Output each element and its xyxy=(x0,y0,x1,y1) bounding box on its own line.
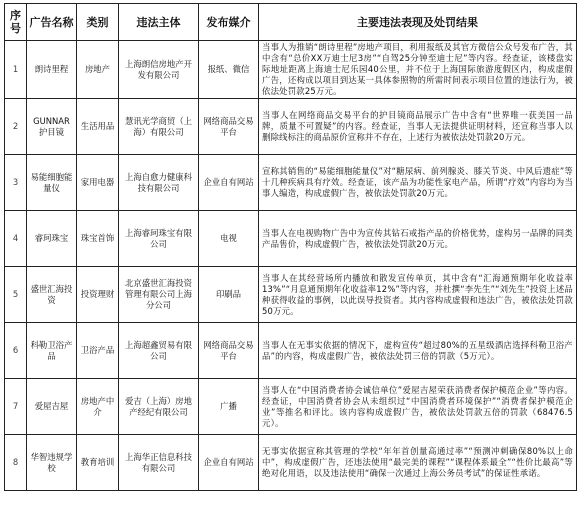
table-header-row xyxy=(5,4,577,41)
header-ad-name: 广告名称 xyxy=(27,4,77,41)
header-no: 序号 xyxy=(5,4,27,41)
ad-name: GUNNAR护目镜 xyxy=(27,99,77,155)
category: 家用电器 xyxy=(77,155,119,211)
row-number: 5 xyxy=(5,267,27,323)
violating-subject: 爱吉（上海）房地产经纪有限公司 xyxy=(119,379,199,435)
media: 企业自有网站 xyxy=(199,155,259,211)
violation-detail: 宣称其销售的“易能细胞能量仪”对“糖尿病、前列腺炎、膝关节炎、中风后遗症”等十几种疾病具有疗效。经查证，该产品为功能性家电产品，所谓“疗效”内容均为当事人编造，构成虚假广告，被依法处罚款20万元。 xyxy=(259,155,577,211)
ad-name: 睿珂珠宝 xyxy=(27,211,77,267)
row-number: 2 xyxy=(5,99,27,155)
category: 投资理财 xyxy=(77,267,119,323)
violation-detail: 当事人在“中国消费者协会诚信单位”爱屋吉屋荣获消费者保护模范企业”等内容。经查证，中国消费者协会从未组织过“中国消费者环境保护”“消费者保护模范企业”等推名和评比。该内容构成虚假广告，被依法处罚款五倍的罚款（68476.5元）。 xyxy=(259,379,577,435)
ad-name: 易能细胞能量仪 xyxy=(27,155,77,211)
row-number: 8 xyxy=(5,435,27,491)
violation-detail: 无事实依据宣称其管理的学校“年年首创量高通过率”“预测冲刺确保80%以上命中”，构成虚假广告，还违法使用“最完美的课程”“课程体系最全”“性价比最高”等绝对化用语，以及违法使用“确保一次通过上海公务员考试”的保证性承诺。 xyxy=(259,435,577,491)
media: 网络商品交易平台 xyxy=(199,99,259,155)
media: 网络商品交易平台 xyxy=(199,323,259,379)
row-number: 3 xyxy=(5,155,27,211)
violation-detail: 当事人为推销“朗诗里程”房地产项目，利用报纸及其官方微信公众号发布广告，其中含有“总价XX万迪士尼3房”“自驾25分钟至迪士尼”等内容。经查证，该楼盘实际地址距离上海迪士尼乐园40公里，并不位于上海国际旅游度假区内，构成虚假广告，还构成以项目到达某一具体参照物的所需时间表示项目位置的违法行为，被依法处罚款25万元。 xyxy=(259,41,577,99)
violation-table xyxy=(4,3,577,491)
violating-subject: 上海睿珂珠宝有限公司 xyxy=(119,211,199,267)
table-row xyxy=(5,379,577,435)
table-row xyxy=(5,323,577,379)
table-row xyxy=(5,99,577,155)
ad-name: 朗诗里程 xyxy=(27,41,77,99)
header-subject: 违法主体 xyxy=(119,4,199,41)
category: 卫浴产品 xyxy=(77,323,119,379)
violation-detail: 当事人在无事实依据的情况下，虚构宣传“超过80%的五星级酒店选择科勒卫浴产品”的内容，构成虚假广告，被依法处罚三倍的罚款（5万元）。 xyxy=(259,323,577,379)
media: 企业自有网站 xyxy=(199,435,259,491)
ad-name: 盛世汇海投资 xyxy=(27,267,77,323)
row-number: 6 xyxy=(5,323,27,379)
media: 电视 xyxy=(199,211,259,267)
header-category: 类别 xyxy=(77,4,119,41)
violating-subject: 上海自愈力健康科技有限公司 xyxy=(119,155,199,211)
table-row xyxy=(5,155,577,211)
violating-subject: 上海华正信息科技有限公司 xyxy=(119,435,199,491)
media: 广播 xyxy=(199,379,259,435)
table-row xyxy=(5,435,577,491)
category: 珠宝首饰 xyxy=(77,211,119,267)
row-number: 1 xyxy=(5,41,27,99)
ad-name: 华智违规学校 xyxy=(27,435,77,491)
violating-subject: 上海朗信房地产开发有限公司 xyxy=(119,41,199,99)
violation-detail: 当事人在其经营场所内播放和散发宣传单页，其中含有“汇海通预期年化收益率13%”“月息通预期年化收益率12%”等内容，并杜撰“李先生”“刘先生”投资上述品种获得收益的事例，以此误导投资者。其内容构成虚假和违法广告，被依法处罚款50万元。 xyxy=(259,267,577,323)
table-row xyxy=(5,211,577,267)
violating-subject: 北京盛世汇海投资管理有限公司上海分公司 xyxy=(119,267,199,323)
media: 报纸、微信 xyxy=(199,41,259,99)
category: 生活用品 xyxy=(77,99,119,155)
category: 房地产 xyxy=(77,41,119,99)
row-number: 7 xyxy=(5,379,27,435)
header-media: 发布媒介 xyxy=(199,4,259,41)
ad-name: 爱屋吉屋 xyxy=(27,379,77,435)
category: 教育培训 xyxy=(77,435,119,491)
media: 印刷品 xyxy=(199,267,259,323)
ad-name: 科勒卫浴产品 xyxy=(27,323,77,379)
violation-detail: 当事人在网络商品交易平台的护目镜商品展示广告中含有“世界唯一获美国一品牌，质量不可置疑”的内容。经查证，当事人无法提供证明材料，还宣称当事人以删除线标注的商品原价宣称并不存在，上述行为被依法处罚款20万元。 xyxy=(259,99,577,155)
category: 房地产中介 xyxy=(77,379,119,435)
row-number: 4 xyxy=(5,211,27,267)
violating-subject: 上海超鑫贸易有限公司 xyxy=(119,323,199,379)
header-detail: 主要违法表现及处罚结果 xyxy=(259,4,577,41)
table-row xyxy=(5,41,577,99)
violating-subject: 慧讯光学商贸（上海）有限公司 xyxy=(119,99,199,155)
table-row xyxy=(5,267,577,323)
violation-detail: 当事人在电视购物广告中为宣传其钻石戒指产品的价格优势，虚构另一品牌的同类产品售价，构成虚假广告，被依法处罚款20万元。 xyxy=(259,211,577,267)
